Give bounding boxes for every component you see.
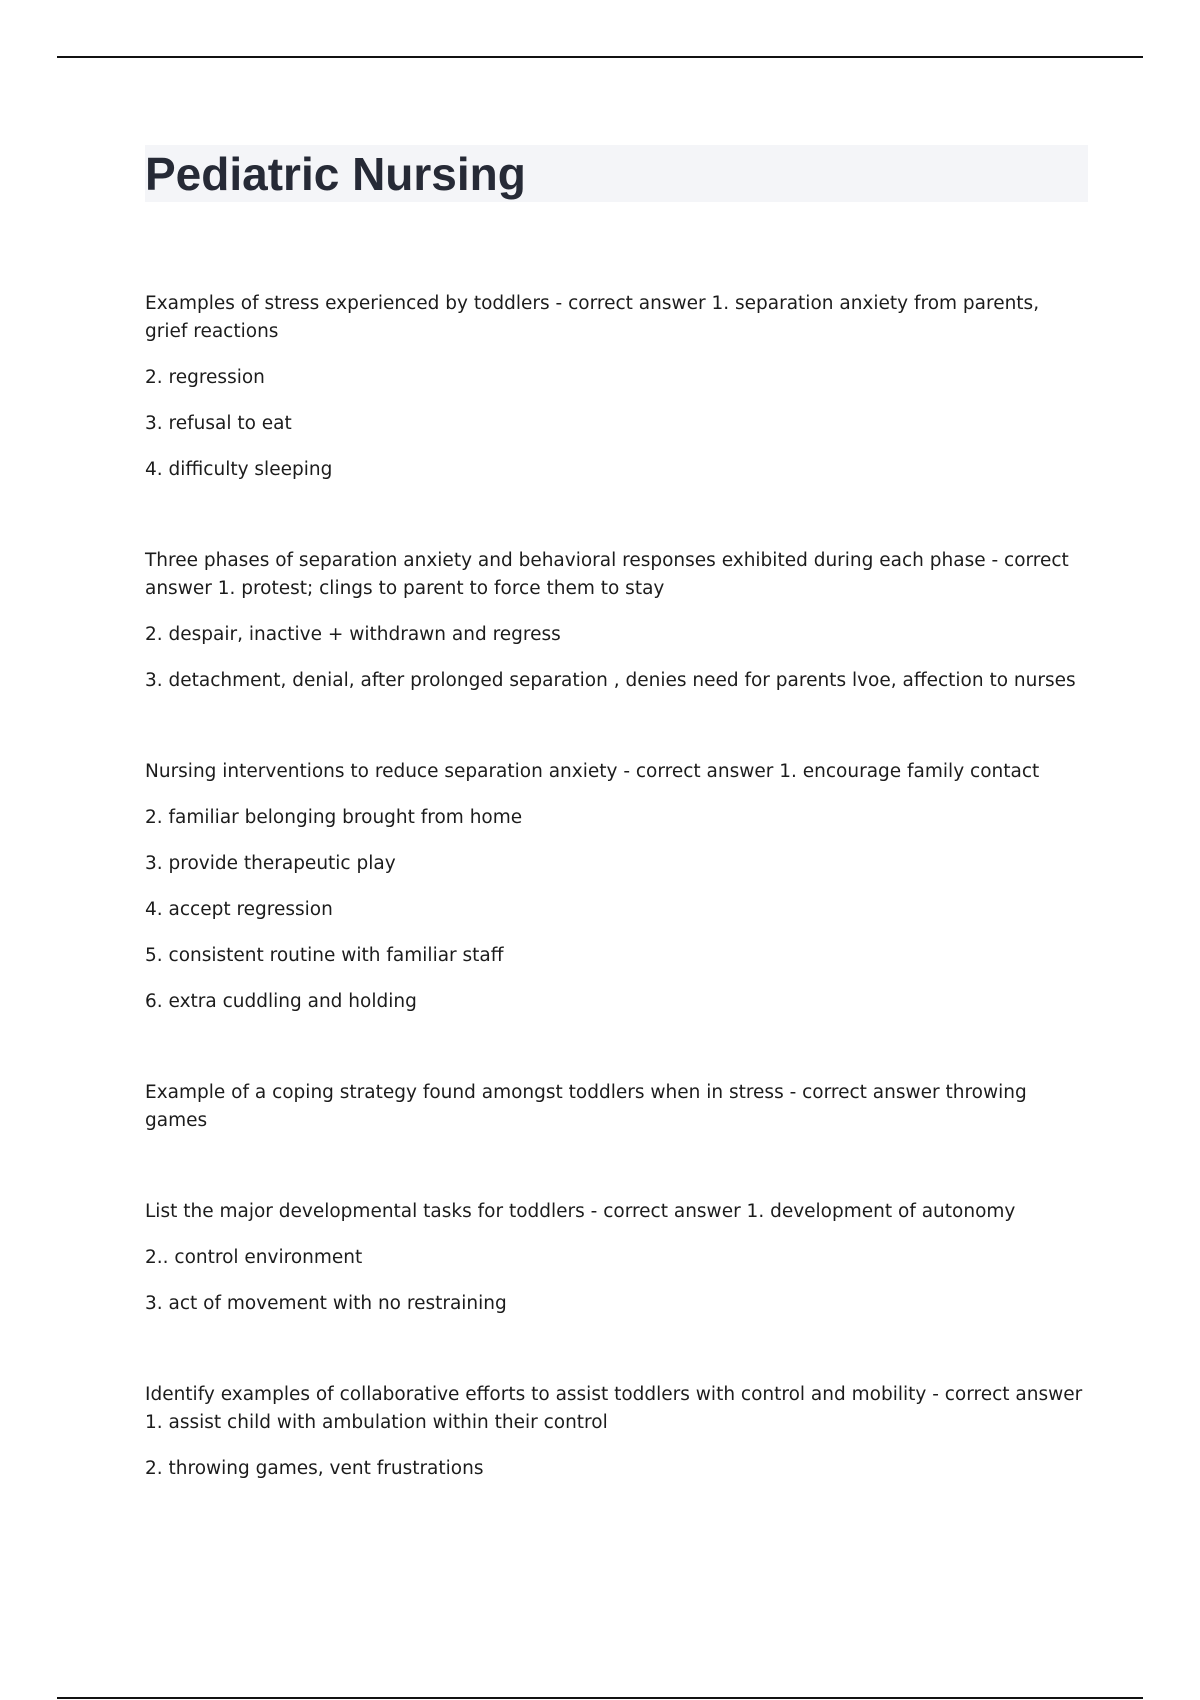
question-text: Nursing interventions to reduce separation anxiety - correct answer 1. encourage family contact	[145, 761, 1040, 782]
page-title: Pediatric Nursing	[145, 148, 526, 200]
bottom-rule	[57, 1697, 1143, 1699]
qa-entry-stress-examples	[145, 290, 1085, 484]
answer-item: 5. consistent routine with familiar staff	[145, 945, 504, 966]
qa-entry-developmental-tasks	[145, 1198, 1085, 1318]
qa-entry-collaborative-efforts	[145, 1381, 1085, 1483]
qa-entry-nursing-interventions	[145, 758, 1085, 1016]
answer-item: 3. provide therapeutic play	[145, 853, 396, 874]
question-text: Example of a coping strategy found amongst toddlers when in stress - correct answer throwing games	[145, 1082, 1027, 1131]
answer-item: 3. refusal to eat	[145, 413, 292, 434]
answer-item: 2. throwing games, vent frustrations	[145, 1458, 484, 1479]
answer-item: 2. regression	[145, 367, 265, 388]
answer-item: 2. familiar belonging brought from home	[145, 807, 523, 828]
answer-item: 3. detachment, denial, after prolonged separation , denies need for parents lvoe, affection to nurses	[145, 670, 1076, 691]
answer-item: 2. despair, inactive + withdrawn and regress	[145, 624, 561, 645]
answer-item: 6. extra cuddling and holding	[145, 991, 417, 1012]
qa-entry-coping-strategy	[145, 1079, 1085, 1135]
answer-item: 4. difficulty sleeping	[145, 459, 333, 480]
question-text: Three phases of separation anxiety and behavioral responses exhibited during each phase - correct answer 1. protest; clings to parent to force them to stay	[145, 550, 1069, 599]
answer-item: 4. accept regression	[145, 899, 333, 920]
question-text: List the major developmental tasks for toddlers - correct answer 1. development of autonomy	[145, 1201, 1016, 1222]
answer-item: 3. act of movement with no restraining	[145, 1293, 507, 1314]
answer-item: 2.. control environment	[145, 1247, 363, 1268]
question-text: Examples of stress experienced by toddlers - correct answer 1. separation anxiety from parents, grief reactions	[145, 293, 1040, 342]
qa-entry-separation-phases	[145, 547, 1085, 695]
document-body	[145, 290, 1085, 1546]
question-text: Identify examples of collaborative efforts to assist toddlers with control and mobility - correct answer 1. assist child with ambulation within their control	[145, 1384, 1083, 1433]
top-rule	[57, 56, 1143, 58]
